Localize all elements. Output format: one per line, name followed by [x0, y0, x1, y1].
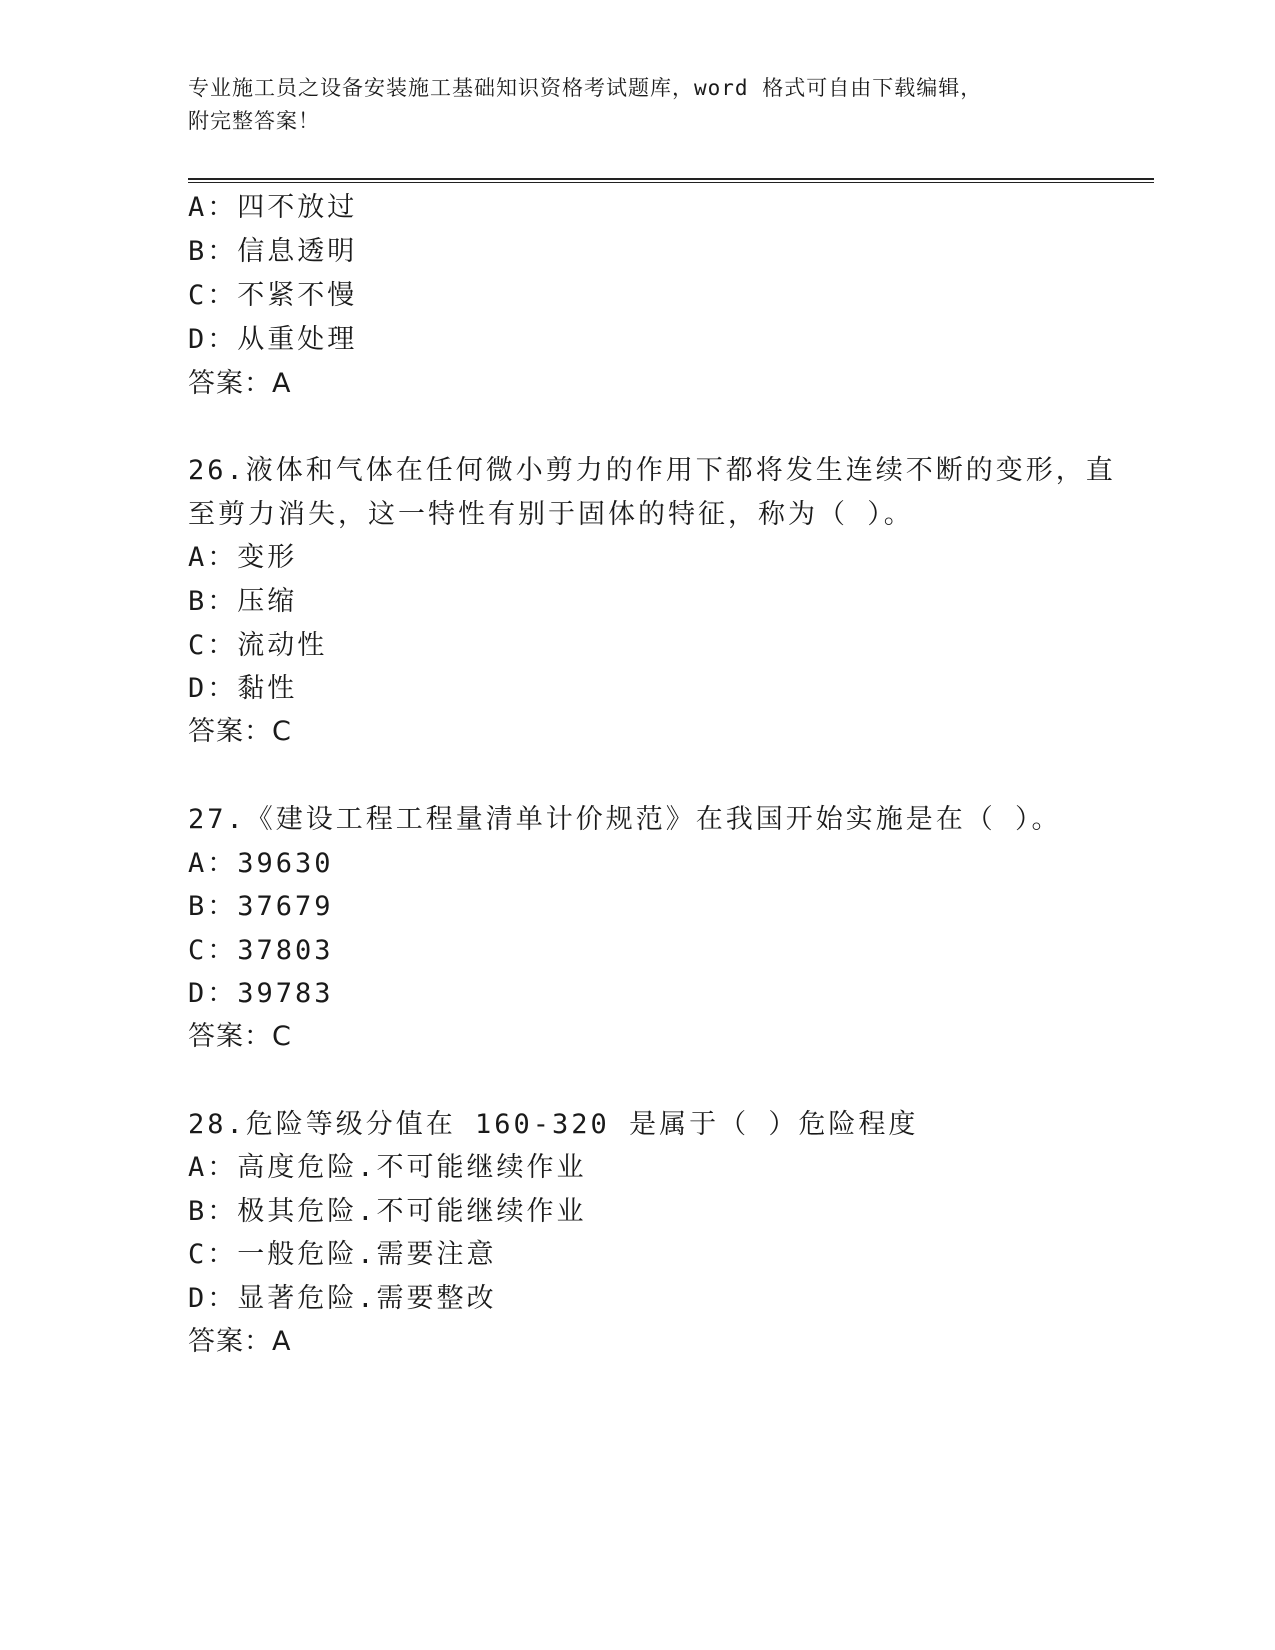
q27-option-a: A：39630	[188, 848, 334, 879]
q28-option-d: D：显著危险.需要整改	[188, 1283, 497, 1314]
header-line-1: 专业施工员之设备安装施工基础知识资格考试题库，word 格式可自由下载编辑，	[188, 76, 983, 100]
q26-option-c: C：流动性	[188, 630, 328, 661]
q28-option-c: C：一般危险.需要注意	[188, 1239, 497, 1270]
q28-stem-line-1: 28.危险等级分值在 160-320 是属于（ ）危险程度	[188, 1109, 919, 1140]
document-header	[188, 72, 1068, 138]
q27-stem-line-1: 27.《建设工程工程量清单计价规范》在我国开始实施是在（ ）。	[188, 804, 1062, 835]
q25-option-b: B：信息透明	[188, 236, 358, 267]
header-divider	[188, 178, 1154, 183]
header-line-2: 附完整答案！	[188, 109, 320, 133]
q25-option-a: A：四不放过	[188, 192, 358, 223]
q27-option-b: B：37679	[188, 891, 334, 922]
q27-option-d: D：39783	[188, 978, 334, 1009]
q28-option-a: A：高度危险.不可能继续作业	[188, 1152, 587, 1183]
q25-option-d: D：从重处理	[188, 324, 358, 355]
q28-answer: 答案：A	[188, 1326, 292, 1357]
q26-stem-line-2: 至剪力消失，这一特性有别于固体的特征，称为（ ）。	[188, 499, 914, 530]
q27-option-c: C：37803	[188, 935, 334, 966]
q25-answer: 答案：A	[188, 368, 292, 399]
q28-option-b: B：极其危险.不可能继续作业	[188, 1196, 587, 1227]
q25-option-c: C：不紧不慢	[188, 280, 358, 311]
q26-option-d: D：黏性	[188, 673, 298, 704]
q26-option-b: B：压缩	[188, 586, 298, 617]
q26-answer: 答案：C	[188, 716, 292, 747]
q27-answer: 答案：C	[188, 1021, 292, 1052]
q26-stem-line-1: 26.液体和气体在任何微小剪力的作用下都将发生连续不断的变形，直	[188, 455, 1116, 486]
q26-option-a: A：变形	[188, 542, 298, 573]
